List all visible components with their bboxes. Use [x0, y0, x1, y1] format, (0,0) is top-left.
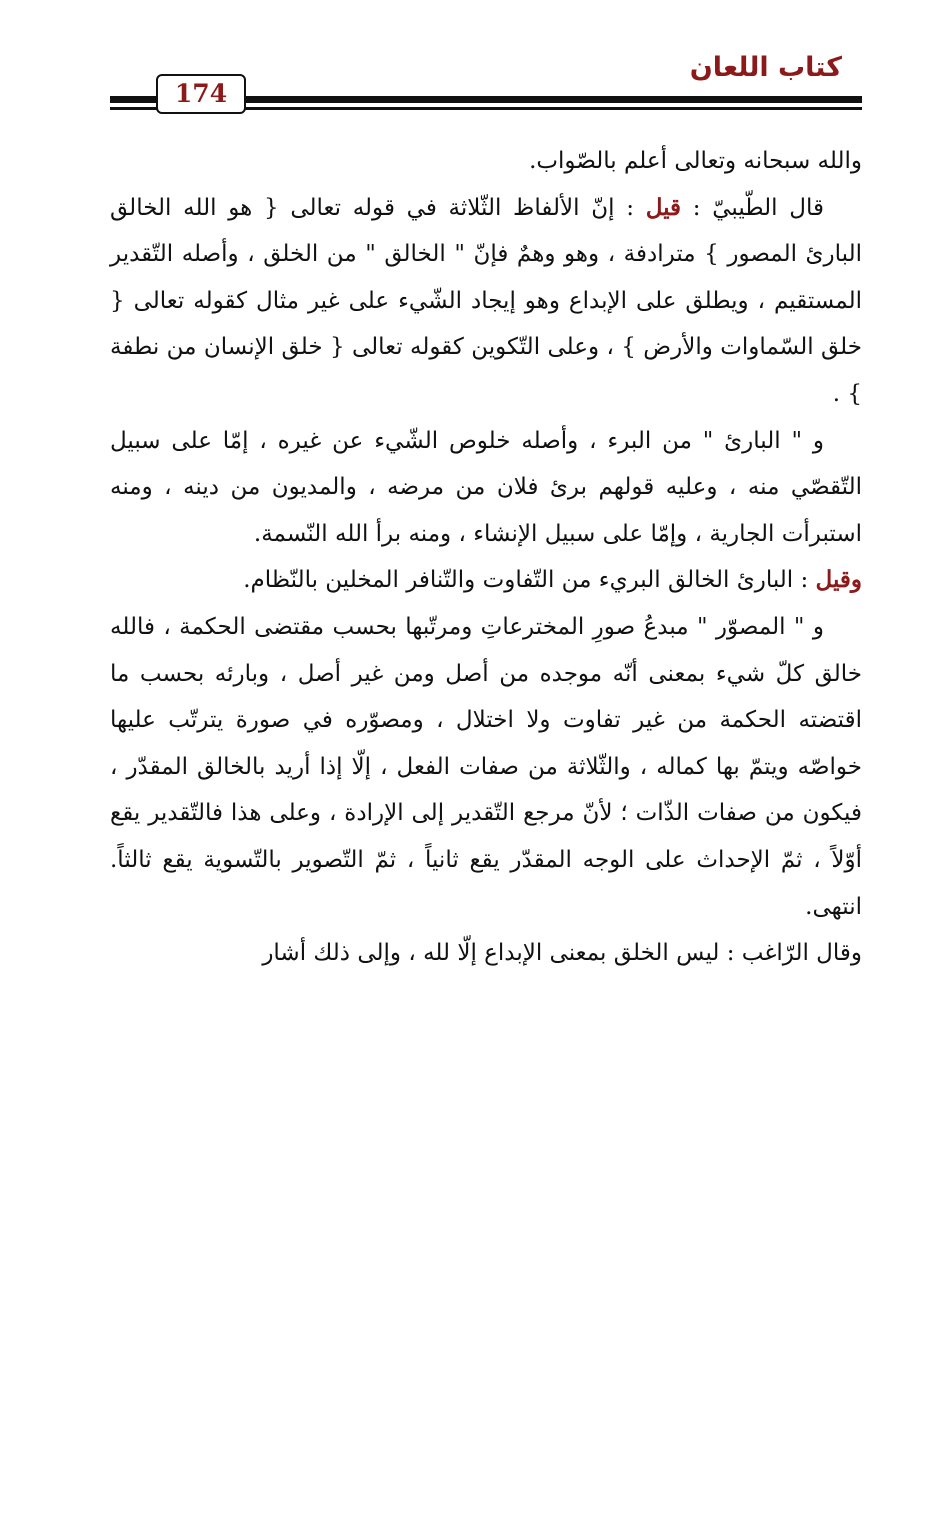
paragraph-tibi-quote [110, 185, 862, 418]
highlighted-term: قيل [645, 193, 682, 221]
paragraph-musawwir [110, 604, 862, 930]
highlighted-term: وقيل [815, 566, 862, 594]
paragraph-text: : البارئ الخالق البريء من التّفاوت والتّنافر المخلين بالنّظام. [243, 567, 816, 594]
book-title: كتاب اللعان [689, 52, 842, 83]
paragraph-bari [110, 418, 862, 558]
page-header [110, 52, 862, 116]
paragraph-text: و " البارئ " من البرء ، وأصله خلوص الشّيء عن غيره ، إمّا على سبيل التّقصّي منه ، وعليه قولهم برئ فلان من مرضه ، والمديون من دينه ، ومنه استبرأت الجارية ، وإمّا على سبيل الإنشاء ، ومنه برأ الله النّسمة. [110, 427, 862, 547]
paragraph-text: : إنّ الألفاظ الثّلاثة في قوله تعالى { هو الله الخالق البارئ المصور } مترادفة ، وهو وهمٌ فإنّ " الخالق " من الخلق ، وأصله التّقدير المستقيم ، ويطلق على الإبداع وهو إيجاد الشّيء على غير مثال كقوله تعالى { خلق السّماوات والأرض } ، وعلى التّكوين كقوله تعالى { خلق الإنسان من نطفة } . [110, 194, 862, 407]
paragraph-text: قال الطّيبيّ : [681, 194, 824, 221]
page-body [110, 138, 862, 977]
paragraph-text: و " المصوّر " مبدعُ صورِ المخترعاتِ ومرتّبها بحسب مقتضى الحكمة ، فالله خالق كلّ شيء بمعنى أنّه موجده من أصل ومن غير أصل ، وبارئه بحسب ما اقتضته الحكمة من غير تفاوت ولا اختلال ، ومصوّره في صورة يترتّب عليها خواصّه ويتمّ بها كماله ، والثّلاثة من صفات الفعل ، إلّا إذا أريد بالخالق المقدّر ، فيكون من صفات الذّات ؛ لأنّ مرجع التّقدير إلى الإرادة ، وعلى هذا فالتّقدير يقع أوّلاً ، ثمّ الإحداث على الوجه المقدّر يقع ثانياً ، ثمّ التّصوير بالتّسوية يقع ثالثاً. انتهى. [110, 613, 862, 920]
page-number: 174 [156, 74, 246, 114]
paragraph-wa-qila [110, 557, 862, 604]
paragraph-text: وقال الرّاغب : ليس الخلق بمعنى الإبداع إلّا لله ، وإلى ذلك أشار [262, 940, 862, 967]
paragraph-text: والله سبحانه وتعالى أعلم بالصّواب. [529, 148, 862, 174]
paragraph-raghib [110, 930, 862, 977]
paragraph-closing [110, 138, 862, 185]
